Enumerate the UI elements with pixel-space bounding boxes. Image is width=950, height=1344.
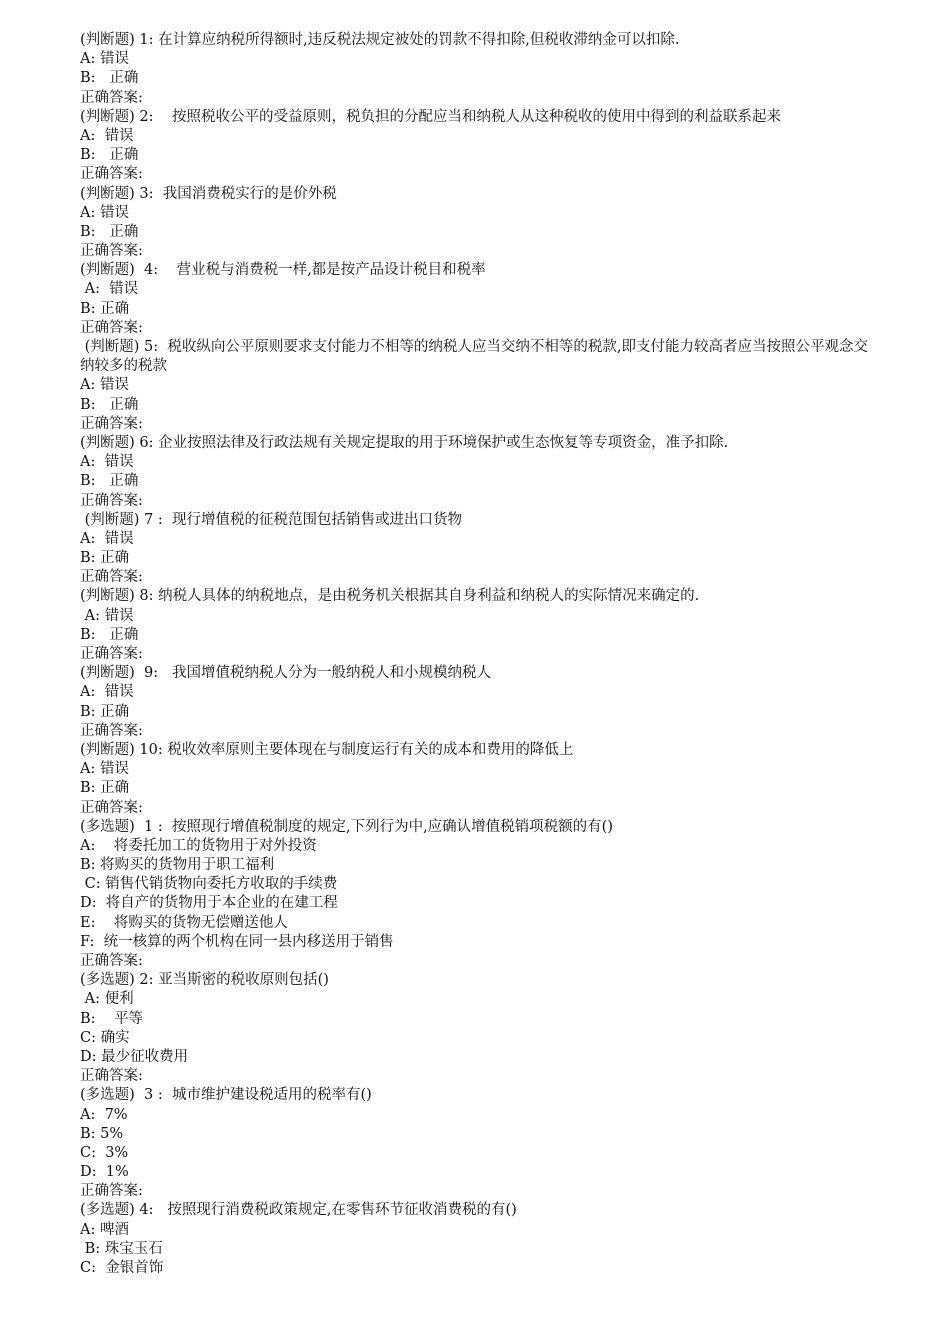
- text-line: (判断题) 1: 在计算应纳税所得额时,违反税法规定被处的罚款不得扣除,但税收滞纳金可以扣除.: [80, 32, 680, 48]
- text-line: B: 正确: [80, 473, 139, 490]
- text-line: A: 错误: [80, 761, 129, 778]
- text-line: B: 正确: [80, 626, 139, 643]
- text-line: (判断题) 10: 税收效率原则主要体现在与制度运行有关的成本和费用的降低上: [80, 741, 574, 758]
- text-line: (判断题) 9: 我国增值税纳税人分为一般纳税人和小规模纳税人: [80, 665, 491, 682]
- text-line: B: 正确: [80, 396, 139, 413]
- text-line: A: 错误: [80, 127, 134, 144]
- text-line: C: 金银首饰: [80, 1260, 164, 1277]
- text-line: A: 7%: [80, 1106, 128, 1123]
- text-line: 正确答案:: [80, 953, 143, 970]
- text-line: (多选题) 2: 亚当斯密的税收原则包括(): [80, 972, 329, 989]
- text-line: (多选题) 3 : 城市维护建设税适用的税率有(): [80, 1087, 372, 1104]
- text-line: B: 平等: [80, 1010, 143, 1027]
- text-line: (判断题) 5: 税收纵向公平原则要求支付能力不相等的纳税人应当交纳不相等的税款,即支付能力较高者应当按照公平观念交纳较多的税款: [80, 339, 868, 375]
- text-line: B: 将购买的货物用于职工福利: [80, 857, 275, 874]
- text-line: (判断题) 6: 企业按照法律及行政法规有关规定提取的用于环境保护或生态恢复等专项资金，准予扣除.: [80, 434, 729, 451]
- text-line: (判断题) 7 : 现行增值税的征税范围包括销售或进出口货物: [80, 511, 462, 528]
- text-line: E: 将购买的货物无偿赠送他人: [80, 914, 288, 931]
- text-line: A: 错误: [80, 607, 134, 624]
- text-line: C: 3%: [80, 1144, 129, 1161]
- text-line: (多选题) 1 : 按照现行增值税制度的规定,下列行为中,应确认增值税销项税额的有(): [80, 818, 613, 835]
- text-line: 正确答案:: [80, 646, 143, 663]
- text-line: C: 确实: [80, 1029, 130, 1046]
- text-line: 正确答案:: [80, 1183, 143, 1200]
- text-line: A: 错误: [80, 454, 134, 471]
- text-line: B: 正确: [80, 300, 130, 317]
- text-line: B: 珠宝玉石: [80, 1240, 163, 1257]
- text-line: 正确答案:: [80, 722, 143, 739]
- text-line: B: 5%: [80, 1125, 124, 1142]
- text-line: (判断题) 2: 按照税收公平的受益原则，税负担的分配应当和纳税人从这种税收的使用中得到的利益联系起来: [80, 108, 781, 125]
- text-line: D: 最少征收费用: [80, 1048, 189, 1065]
- text-line: 正确答案:: [80, 569, 143, 586]
- text-line: A: 错误: [80, 204, 129, 221]
- text-line: 正确答案:: [80, 243, 143, 260]
- text-line: C: 销售代销货物向委托方收取的手续费: [80, 876, 338, 893]
- text-line: D: 将自产的货物用于本企业的在建工程: [80, 895, 338, 912]
- text-line: B: 正确: [80, 223, 139, 240]
- text-line: B: 正确: [80, 70, 139, 87]
- text-line: A: 错误: [80, 51, 129, 68]
- text-line: 正确答案:: [80, 799, 143, 816]
- text-line: A: 错误: [80, 281, 139, 298]
- text-line: 正确答案:: [80, 1068, 143, 1085]
- text-line: (判断题) 3: 我国消费税实行的是价外税: [80, 185, 337, 202]
- text-line: 正确答案:: [80, 415, 143, 432]
- text-line: A: 将委托加工的货物用于对外投资: [80, 837, 317, 854]
- text-line: B: 正确: [80, 703, 130, 720]
- text-line: A: 错误: [80, 530, 134, 547]
- text-line: B: 正确: [80, 550, 130, 567]
- text-line: B: 正确: [80, 147, 139, 164]
- text-line: F: 统一核算的两个机构在同一县内移送用于销售: [80, 933, 394, 950]
- text-line: A: 啤酒: [80, 1221, 129, 1238]
- text-line: 正确答案:: [80, 492, 143, 509]
- text-line: 正确答案:: [80, 166, 143, 183]
- text-line: 正确答案:: [80, 89, 143, 106]
- text-line: (判断题) 4: 营业税与消费税一样,都是按产品设计税目和税率: [80, 262, 486, 279]
- text-line: (判断题) 8: 纳税人具体的纳税地点，是由税务机关根据其自身利益和纳税人的实际情况来确定的.: [80, 588, 700, 605]
- text-line: A: 便利: [80, 991, 134, 1008]
- document-body: [80, 31, 880, 1278]
- text-line: (多选题) 4: 按照现行消费税政策规定,在零售环节征收消费税的有(): [80, 1202, 517, 1219]
- text-line: B: 正确: [80, 780, 130, 797]
- text-line: A: 错误: [80, 684, 134, 701]
- text-line: 正确答案:: [80, 319, 143, 336]
- text-line: D: 1%: [80, 1164, 129, 1181]
- text-line: A: 错误: [80, 377, 129, 394]
